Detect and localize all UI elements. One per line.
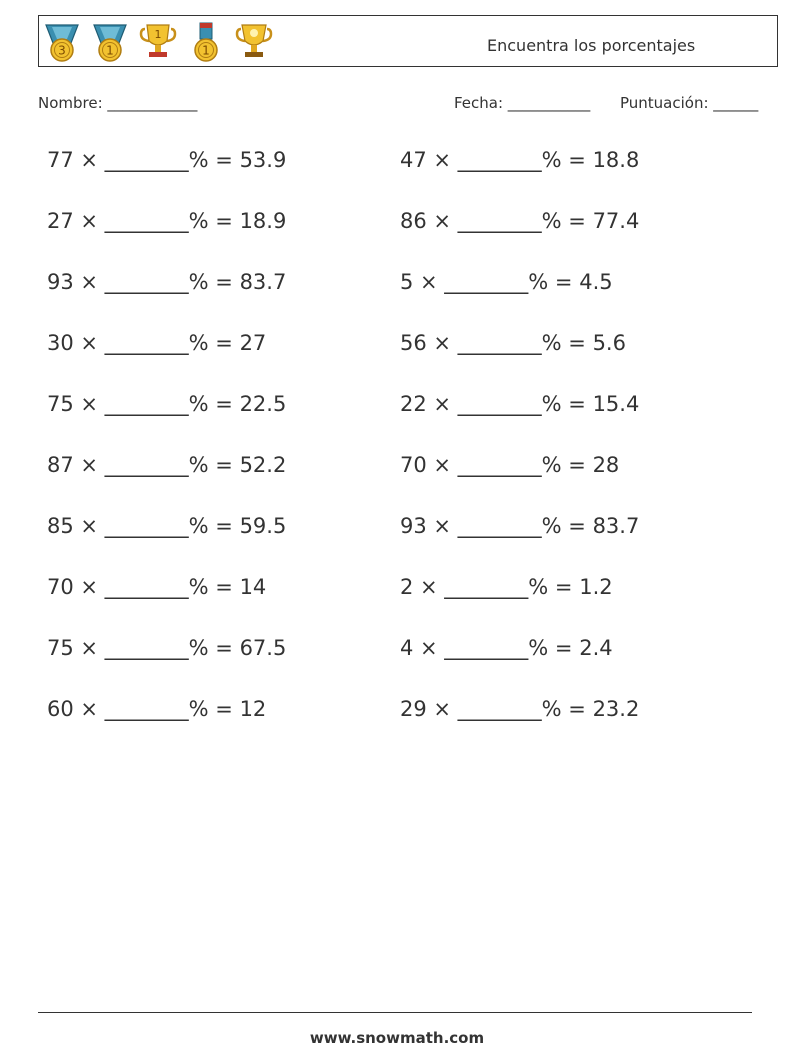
footer-divider xyxy=(38,1012,752,1013)
score-field-label: Puntuación: ______ xyxy=(620,94,759,112)
svg-text:1: 1 xyxy=(202,43,210,58)
svg-text:3: 3 xyxy=(58,43,66,58)
name-field-label: Nombre: ____________ xyxy=(38,94,198,112)
medal-3-icon xyxy=(43,21,81,63)
problem-left-4: 30 × ________% = 27 xyxy=(47,331,267,355)
problem-right-10: 29 × ________% = 23.2 xyxy=(400,697,640,721)
date-field-label: Fecha: ___________ xyxy=(454,94,591,112)
problem-left-6: 87 × ________% = 52.2 xyxy=(47,453,287,477)
problem-left-1: 77 × ________% = 53.9 xyxy=(47,148,287,172)
problem-left-2: 27 × ________% = 18.9 xyxy=(47,209,287,233)
problem-right-5: 22 × ________% = 15.4 xyxy=(400,392,640,416)
problem-right-1: 47 × ________% = 18.8 xyxy=(400,148,640,172)
trophy-1-icon xyxy=(139,21,177,63)
trophy-icon xyxy=(235,21,273,63)
problem-right-8: 2 × ________% = 1.2 xyxy=(400,575,613,599)
problem-left-7: 85 × ________% = 59.5 xyxy=(47,514,287,538)
footer-url: www.snowmath.com xyxy=(309,1029,485,1047)
problem-right-4: 56 × ________% = 5.6 xyxy=(400,331,626,355)
problem-right-6: 70 × ________% = 28 xyxy=(400,453,620,477)
medal-1-ribbon-icon xyxy=(187,21,225,63)
problem-right-7: 93 × ________% = 83.7 xyxy=(400,514,640,538)
svg-text:1: 1 xyxy=(106,43,114,58)
medal-row xyxy=(43,20,273,64)
svg-text:1: 1 xyxy=(154,28,162,41)
problem-right-3: 5 × ________% = 4.5 xyxy=(400,270,613,294)
header-box xyxy=(38,15,778,67)
problem-right-2: 86 × ________% = 77.4 xyxy=(400,209,640,233)
problem-left-9: 75 × ________% = 67.5 xyxy=(47,636,287,660)
problem-right-9: 4 × ________% = 2.4 xyxy=(400,636,613,660)
problem-left-3: 93 × ________% = 83.7 xyxy=(47,270,287,294)
worksheet-title: Encuentra los porcentajes xyxy=(487,36,696,55)
problem-left-5: 75 × ________% = 22.5 xyxy=(47,392,287,416)
problem-left-10: 60 × ________% = 12 xyxy=(47,697,267,721)
medal-1-icon xyxy=(91,21,129,63)
problem-left-8: 70 × ________% = 14 xyxy=(47,575,267,599)
